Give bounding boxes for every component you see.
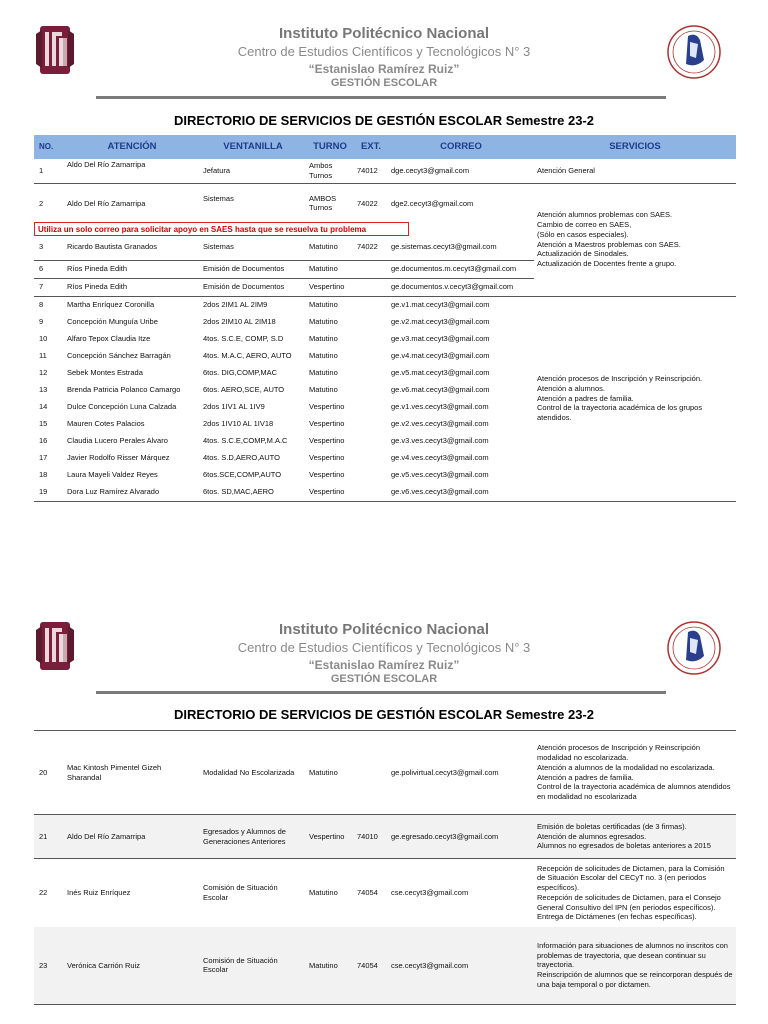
row-email: ge.sistemas.cecyt3@gmail.com [391,242,497,252]
row-shift: Matutino [309,334,338,344]
row-email: ge.v2.ves.cecyt3@gmail.com [391,419,489,429]
row-window: 6tos. AERO,SCE, AUTO [203,385,285,395]
row-services [534,815,736,859]
table-header-row [34,135,736,159]
row-no: 3 [39,242,44,252]
row-window: 2dos 1IV10 AL 1IV18 [203,419,274,429]
row-shift: Vespertino [306,815,354,859]
row-attention: Verónica Carrión Ruiz [67,960,140,970]
row-shift: Matutino [309,317,338,327]
row-services [534,731,736,815]
row-ext [354,365,388,382]
row-attention: Alfaro Tepox Claudia Itze [67,334,151,344]
row-no: 7 [34,278,64,296]
row-email: cse.cecyt3@gmail.com [388,859,534,927]
row-email: ge.v4.mat.cecyt3@gmail.com [391,351,490,361]
row-shift: AMBOS Turnos [306,183,354,223]
row-window: Comisión de Situación Escolar [200,859,306,927]
document-title: DIRECTORIO DE SERVICIOS DE GESTIÓN ESCOLAR Semestre 23-2 [174,113,594,128]
directory-table [34,135,736,502]
service-line: Atención a Maestros problemas con SAES. [537,239,681,249]
row-email: ge.v5.mat.cecyt3@gmail.com [391,368,490,378]
col-header-email: CORREO [388,135,534,159]
service-line: Recepción de solicitudes de Dictamen, para el Consejo General Consultivo del IPN (en periodos específicos). [537,892,721,912]
row-email: dge.cecyt3@gmail.com [391,166,470,176]
row-ext: 74022 [354,183,388,223]
row-no: 6 [34,260,64,278]
row-ext [354,296,388,314]
row-email: ge.v1.ves.cecyt3@gmail.com [391,402,489,412]
row-no: 1 [39,166,44,176]
department-name: GESTIÓN ESCOLAR [330,673,438,685]
service-line: Control de la trayectoria académica de los grupos atendidos. [537,403,703,423]
header-rule [96,691,666,694]
service-line: Atención de alumnos egresados. [537,831,647,841]
row-ext: 74022 [357,242,378,252]
row-shift: Vespertino [309,419,345,429]
row-email: dge2.cecyt3@gmail.com [388,183,534,223]
service-line: Atención a padres de familia. [537,393,634,403]
row-window: 4tos. S.C.E,COMP,M.A.C [203,436,288,446]
row-email: ge.documentos.v.cecyt3@gmail.com [388,278,534,296]
row-attention: Sebek Montes Estrada [67,368,143,378]
row-attention: Concepción Munguía Uribe [67,317,158,327]
row-attention: Concepción Sánchez Barragán [67,351,171,361]
row-window: Jefatura [203,166,231,176]
row-attention: Mac Kintosh Pimentel Gizeh Sharandal [67,763,162,782]
row-window: 4tos. S.D,AERO,AUTO [203,453,280,463]
row-attention: Mauren Cotes Palacios [67,419,145,429]
table-row [34,296,736,314]
service-line: Alumnos no egresados de boletas anteriores a 2015 [537,841,711,851]
row-attention: Dora Luz Ramírez Alvarado [67,487,160,497]
row-shift: Ambos Turnos [309,161,333,180]
row-email: ge.v2.mat.cecyt3@gmail.com [391,317,490,327]
service-line: Recepción de solicitudes de Dictamen, para la Comisión de Situación Escolar del CECyT no. 3 (en periodos específicos). [537,863,725,892]
page-header [0,596,768,696]
row-no: 20 [39,767,48,777]
row-ext [354,278,388,296]
service-line: Reinscripción de alumnos que se reincorporan después de una baja temporal o por dictamen. [537,970,733,989]
row-no: 9 [39,317,44,327]
row-window: 4tos. M.A.C, AERO, AUTO [203,351,292,361]
service-line: Control de la trayectoria académica de alumnos atendidos en modalidad no escolarizada [537,782,731,801]
row-shift: Matutino [309,368,338,378]
row-email: ge.egresado.cecyt3@gmail.com [388,815,534,859]
row-window: Sistemas [203,242,234,252]
row-no: 15 [39,419,48,429]
page-2 [0,596,768,1024]
service-line: Información para situaciones de alumnos no inscritos con problemas de trayectoria, que desean continuar su trayectoria. [537,940,728,970]
row-attention: Ríos Pineda Edith [64,278,200,296]
row-attention: Javier Rodolfo Risser Márquez [67,453,170,463]
row-window: 2dos 2IM10 AL 2IM18 [203,317,276,327]
row-window: 2dos 1IV1 AL 1IV9 [203,402,265,412]
row-window: 2dos 2IM1 AL 2IM9 [200,296,306,314]
row-no: 21 [34,815,64,859]
service-line: Actualización de Docentes frente a grupo. [537,259,677,268]
cecyt-seal-icon [666,24,722,80]
service-line: Atención a alumnos de la modalidad no escolarizada. [537,762,715,772]
service-line: Entrega de Dictámenes (en fechas específicas). [537,912,697,922]
row-attention: Ricardo Bautista Granados [67,242,158,252]
row-attention: Martha Enríquez Coronilla [64,296,200,314]
row-ext [354,260,388,278]
row-no: 17 [39,453,48,463]
col-header-no: NO. [34,135,64,159]
row-no: 18 [39,470,48,480]
row-ext [354,484,388,502]
col-header-attention: ATENCIÓN [64,135,200,159]
row-window: 6tos.SCE,COMP,AUTO [203,470,282,480]
row-no: 10 [39,334,48,344]
service-line: Atención a padres de familia. [537,772,634,782]
row-shift: Matutino [309,960,338,970]
table-row [34,183,736,223]
row-shift: Matutino [306,296,354,314]
row-shift: Vespertino [309,470,345,480]
cecyt-seal-icon [666,620,722,676]
page-1 [0,0,768,497]
row-ext: 74054 [354,859,388,927]
row-ext [354,731,388,815]
center-name: Centro de Estudios Científicos y Tecnológicos N° 3 [237,640,531,655]
row-ext [354,399,388,416]
row-email: ge.v3.ves.cecyt3@gmail.com [391,436,489,446]
row-attention: Aldo Del Río Zamarripa [64,815,200,859]
row-no: 2 [34,183,64,223]
row-window: Emisión de Documentos [200,260,306,278]
row-window: Comisión de Situación Escolar [203,955,278,975]
row-ext [354,331,388,348]
document-title: DIRECTORIO DE SERVICIOS DE GESTIÓN ESCOLAR Semestre 23-2 [174,707,594,722]
row-shift: Matutino [306,260,354,278]
row-window: Emisión de Documentos [200,278,306,296]
institution-name: Instituto Politécnico Nacional [278,621,490,638]
service-line: Emisión de boletas certificadas (de 3 firmas). [537,821,687,831]
row-shift: Vespertino [306,278,354,296]
col-header-services: SERVICIOS [534,135,736,159]
table-row [34,927,736,1005]
col-header-ext: EXT. [354,135,388,159]
row-services: Atención General [537,166,595,176]
row-attention: Dulce Concepción Luna Calzada [67,402,177,412]
service-line: Actualización de Sinodales. [537,249,629,259]
row-email: cse.cecyt3@gmail.com [391,960,469,970]
school-name: “Estanislao Ramírez Ruiz” [308,62,460,76]
row-ext: 74010 [354,815,388,859]
row-attention: Aldo Del Río Zamarripa [64,183,200,223]
school-name: “Estanislao Ramírez Ruiz” [308,658,460,672]
row-attention: Ríos Pineda Edith [64,260,200,278]
table-row [34,859,736,927]
row-services [534,859,736,927]
row-no: 13 [39,385,48,395]
col-header-window: VENTANILLA [200,135,306,159]
table-row [34,815,736,859]
row-email: ge.v6.mat.cecyt3@gmail.com [391,385,490,395]
row-email: ge.v1.mat.cecyt3@gmail.com [388,296,534,314]
page-header [0,0,768,100]
row-no: 12 [39,368,48,378]
row-shift: Matutino [309,242,338,252]
row-email: ge.polivirtual.cecyt3@gmail.com [391,767,499,777]
institution-name: Instituto Politécnico Nacional [278,25,490,42]
row-window: Sistemas [200,183,306,223]
directory-table-continued [34,730,736,1005]
service-line: Cambio de correo en SAES, [537,220,632,229]
service-line: Atención a alumnos. [537,383,605,393]
row-email: ge.v6.ves.cecyt3@gmail.com [391,487,489,497]
col-header-shift: TURNO [306,135,354,159]
row-attention: Inés Ruiz Enríquez [64,859,200,927]
row-ext: 74054 [357,960,378,970]
row-window: 6tos. DIG,COMP,MAC [203,368,278,378]
table-row [34,731,736,815]
center-name: Centro de Estudios Científicos y Tecnológicos N° 3 [237,44,531,59]
row-shift: Vespertino [309,453,345,463]
row-shift: Vespertino [309,487,345,497]
row-no: 14 [39,402,48,412]
row-ext [354,467,388,484]
row-email: ge.v3.mat.cecyt3@gmail.com [391,334,490,344]
service-line: Atención procesos de Inscripción y Reinscripción modalidad no escolarizada. [537,743,700,762]
row-services-systems [534,183,736,296]
department-name: GESTIÓN ESCOLAR [330,77,438,89]
row-no: 22 [34,859,64,927]
row-ext [354,433,388,450]
row-no: 23 [39,960,48,970]
row-no: 8 [34,296,64,314]
row-no: 16 [39,436,48,446]
row-email: ge.v5.ves.cecyt3@gmail.com [391,470,489,480]
row-ext [354,416,388,433]
row-no: 11 [39,351,47,361]
service-line: Atención procesos de Inscripción y Reinscripción. [537,374,703,384]
row-window: 4tos. S.C.E, COMP, S.D [203,334,284,344]
saes-warning-banner: Utiliza un solo correo para solicitar apoyo en SAES hasta que se resuelva tu problema [34,222,409,236]
service-line: (Sólo en casos especiales). [537,229,629,239]
row-shift: Matutino [309,351,338,361]
row-shift: Vespertino [309,402,345,412]
row-window: 6tos. SD,MAC,AERO [203,487,274,497]
row-window: Modalidad No Escolarizada [203,767,295,777]
row-attention: Claudia Lucero Perales Alvaro [67,436,168,446]
row-email: ge.documentos.m.cecyt3@gmail.com [388,260,534,278]
row-email: ge.v4.ves.cecyt3@gmail.com [391,453,489,463]
row-ext [354,314,388,331]
row-shift: Vespertino [309,436,345,446]
row-ext: 74012 [357,166,378,176]
header-rule [96,96,666,99]
row-shift: Matutino [306,859,354,927]
row-window: Egresados y Alumnos de Generaciones Anteriores [200,815,306,859]
row-no: 19 [39,487,48,497]
row-services-windows [534,296,736,501]
row-services [534,927,736,1005]
row-shift: Matutino [309,767,338,777]
row-attention: Aldo Del Río Zamarripa [67,160,146,169]
row-ext [354,348,388,365]
row-attention: Laura Mayeli Valdez Reyes [67,470,158,480]
row-ext [354,382,388,399]
table-row [34,159,736,183]
row-ext [354,450,388,467]
service-line: Atención alumnos problemas con SAES. [537,210,673,220]
row-attention: Brenda Patricia Polanco Camargo [67,385,181,395]
row-shift: Matutino [309,385,338,395]
